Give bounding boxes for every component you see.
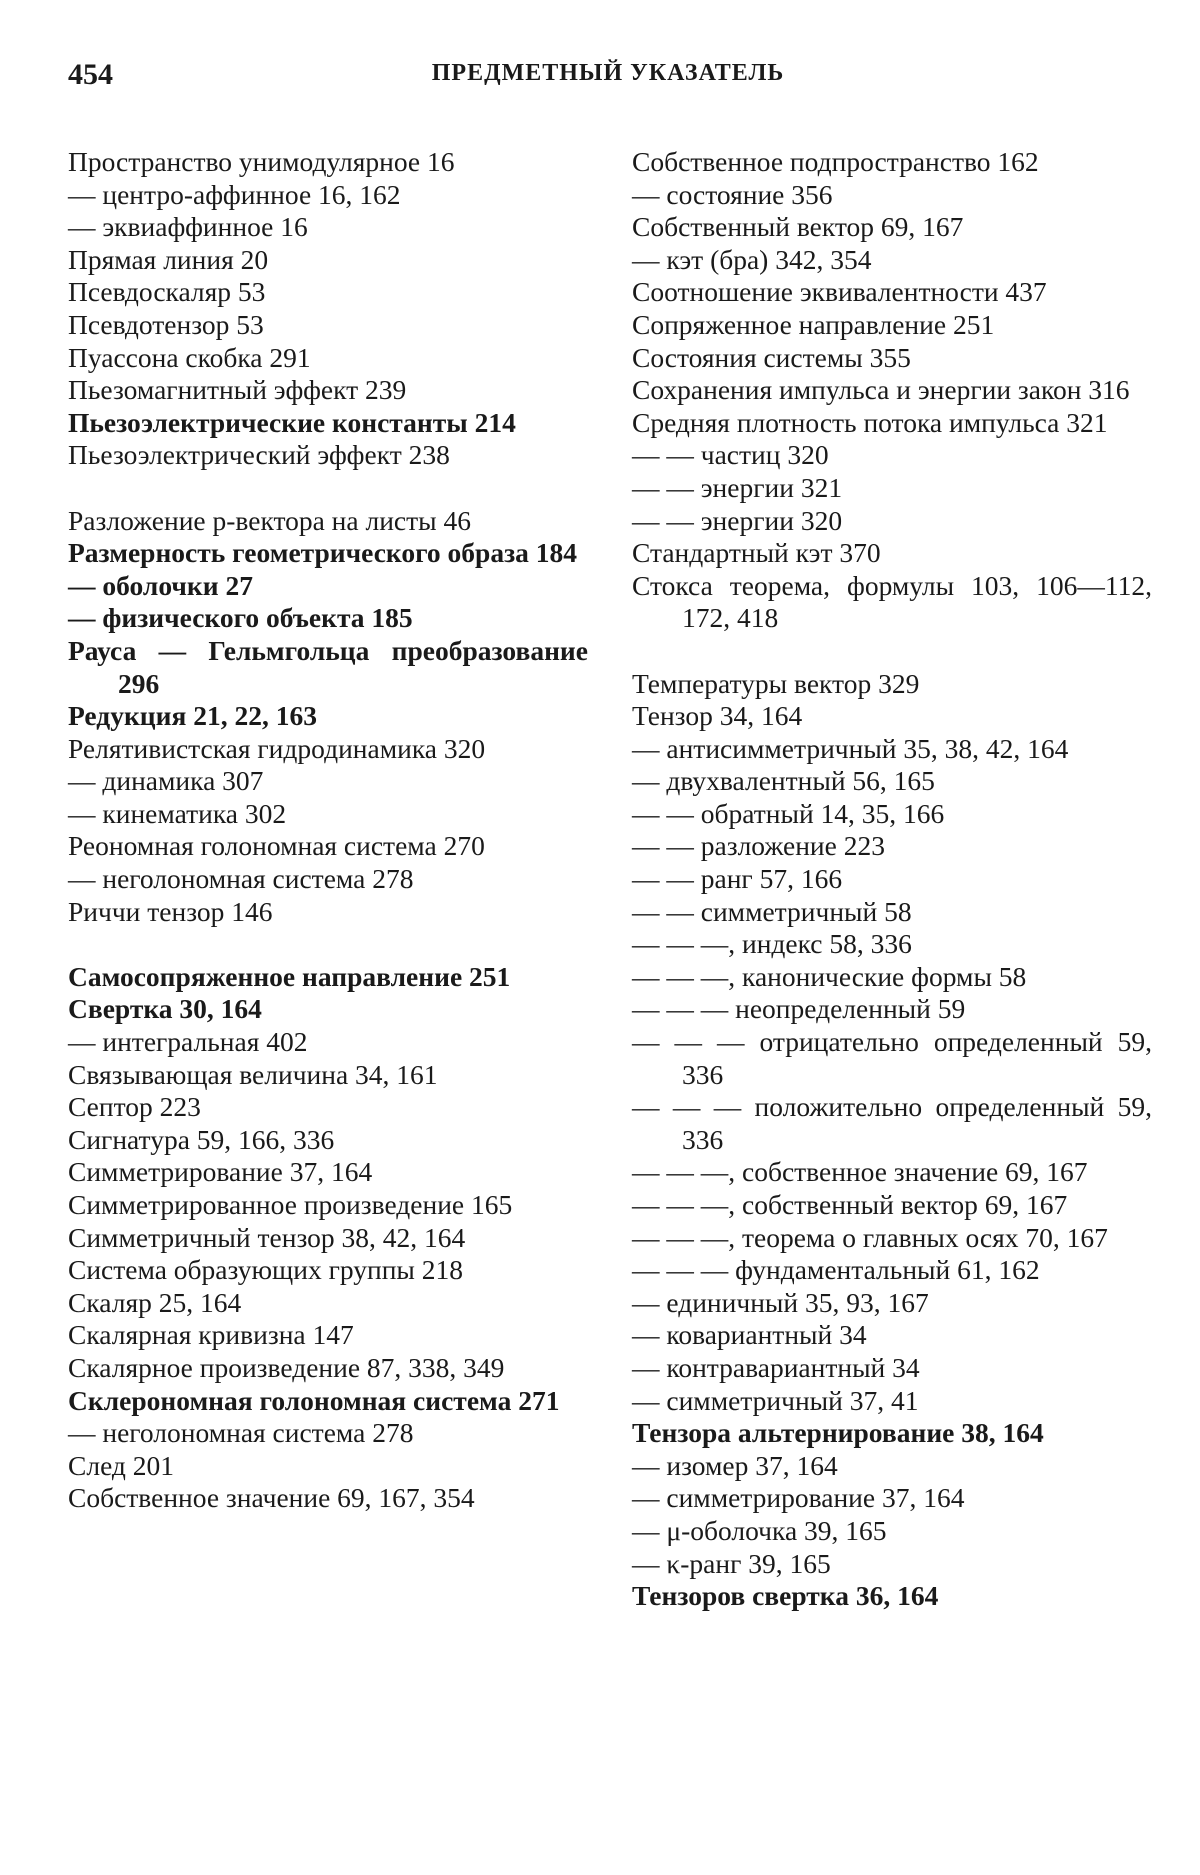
index-entry: — — обратный 14, 35, 166 bbox=[632, 797, 945, 829]
index-entry: — интегральная 402 bbox=[68, 1026, 308, 1058]
index-entry: — изомер 37, 164 bbox=[632, 1449, 838, 1481]
index-entry: — — — фундаментальный 61, 162 bbox=[632, 1254, 1040, 1286]
index-entry: Тензора альтернирование 38, 164 bbox=[632, 1417, 1044, 1449]
index-entry: — симметрирование 37, 164 bbox=[632, 1482, 965, 1514]
index-entry: Псевдоскаляр 53 bbox=[68, 276, 266, 308]
index-entry: Редукция 21, 22, 163 bbox=[68, 700, 317, 732]
index-entry: — — энергии 320 bbox=[632, 504, 843, 536]
index-entry: — — —, индекс 58, 336 bbox=[632, 928, 912, 960]
index-entry: Тензоров свертка 36, 164 bbox=[632, 1580, 939, 1612]
index-entry: — — разложение 223 bbox=[632, 830, 885, 862]
index-entry: — ковариантный 34 bbox=[632, 1319, 867, 1351]
index-entry: Скаляр 25, 164 bbox=[68, 1286, 242, 1318]
index-entry: Собственное значение 69, 167, 354 bbox=[68, 1482, 475, 1514]
index-entry: — неголономная система 278 bbox=[68, 863, 414, 895]
index-entry: Сигнатура 59, 166, 336 bbox=[68, 1123, 335, 1155]
index-entry: — двухвалентный 56, 165 bbox=[632, 765, 935, 797]
index-entry: Пространство унимодулярное 16 bbox=[68, 146, 455, 177]
index-entry: Собственное подпространство 162 bbox=[632, 146, 1039, 177]
index-entry: Рауса — Гельмгольца преобразование 296 bbox=[68, 634, 588, 699]
index-entry: — — —, теорема о главных осях 70, 167 bbox=[632, 1221, 1108, 1253]
index-entry: — — — отрицательно определенный 59, 336 bbox=[632, 1026, 1152, 1090]
index-entry: Стокса теорема, формулы 103, 106—112, 172, 418 bbox=[632, 569, 1152, 634]
index-entry: Симметрированное произведение 165 bbox=[68, 1189, 513, 1220]
index-entry: Риччи тензор 146 bbox=[68, 895, 273, 927]
index-entry: — кэт (бра) 342, 354 bbox=[632, 243, 872, 275]
page-header bbox=[68, 58, 1148, 98]
index-entry: Псевдотензор 53 bbox=[68, 308, 264, 340]
section-gap bbox=[632, 635, 1152, 668]
index-entry: Стандартный кэт 370 bbox=[632, 537, 881, 569]
index-entry: — единичный 35, 93, 167 bbox=[632, 1286, 929, 1318]
index-entry: Собственный вектор 69, 167 bbox=[632, 211, 964, 243]
index-entry: Сохранения импульса и энергии закон 316 bbox=[632, 374, 1130, 406]
index-entry: — симметричный 37, 41 bbox=[632, 1384, 919, 1416]
index-entry: — состояние 356 bbox=[632, 178, 833, 210]
index-entry: — антисимметричный 35, 38, 42, 164 bbox=[632, 732, 1069, 764]
index-entry: — контравариантный 34 bbox=[632, 1351, 920, 1383]
index-entry: — μ-оболочка 39, 165 bbox=[632, 1514, 887, 1546]
page-number: 454 bbox=[68, 58, 113, 91]
index-column-right bbox=[632, 146, 1152, 1613]
running-title: ПРЕДМЕТНЫЙ УКАЗАТЕЛЬ bbox=[431, 60, 785, 86]
index-entry: — — частиц 320 bbox=[632, 439, 829, 471]
index-entry: Температуры вектор 329 bbox=[632, 667, 920, 699]
index-entry: — — —, собственное значение 69, 167 bbox=[632, 1156, 1088, 1188]
index-entry: — κ-ранг 39, 165 bbox=[632, 1547, 831, 1579]
index-entry: Септор 223 bbox=[68, 1091, 201, 1123]
index-entry: — центро-аффинное 16, 162 bbox=[68, 178, 401, 210]
index-entry: Реономная голономная система 270 bbox=[68, 830, 485, 862]
index-entry: Система образующих группы 218 bbox=[68, 1254, 464, 1286]
index-entry: Скалярная кривизна 147 bbox=[68, 1319, 354, 1351]
index-entry: Разложение p-вектора на листы 46 bbox=[68, 504, 471, 536]
index-entry: Пьезоэлектрический эффект 238 bbox=[68, 439, 450, 471]
index-entry: — физического объекта 185 bbox=[68, 602, 413, 634]
index-entry: След 201 bbox=[68, 1449, 175, 1481]
index-entry: — кинематика 302 bbox=[68, 797, 287, 829]
index-entry: Симметрирование 37, 164 bbox=[68, 1156, 373, 1188]
index-entry: — — энергии 321 bbox=[632, 471, 843, 503]
index-entry: — — —, канонические формы 58 bbox=[632, 960, 1027, 992]
index-entry: — — ранг 57, 166 bbox=[632, 863, 843, 895]
index-entry: Скалярное произведение 87, 338, 349 bbox=[68, 1351, 505, 1383]
index-entry: — — — положительно определенный 59, 336 bbox=[632, 1091, 1152, 1155]
index-entry: Соотношение эквивалентности 437 bbox=[632, 276, 1047, 308]
index-column-left bbox=[68, 146, 588, 1515]
index-entry: Симметричный тензор 38, 42, 164 bbox=[68, 1221, 466, 1253]
index-entry: Самосопряженное направление 251 bbox=[68, 960, 511, 992]
section-gap bbox=[68, 472, 588, 505]
index-entry: Свертка 30, 164 bbox=[68, 993, 262, 1025]
index-entry: — динамика 307 bbox=[68, 765, 264, 797]
index-entry: Пьезоэлектрические константы 214 bbox=[68, 406, 516, 438]
index-entry: — — — неопределенный 59 bbox=[632, 993, 966, 1025]
index-entry: Состояния системы 355 bbox=[632, 341, 911, 373]
index-entry: — неголономная система 278 bbox=[68, 1417, 414, 1449]
index-entry: Прямая линия 20 bbox=[68, 243, 269, 275]
index-entry: — — —, собственный вектор 69, 167 bbox=[632, 1189, 1068, 1220]
index-entry: Тензор 34, 164 bbox=[632, 700, 803, 732]
index-entry: Релятивистская гидродинамика 320 bbox=[68, 732, 486, 764]
index-entry: Пьезомагнитный эффект 239 bbox=[68, 374, 407, 406]
index-entry: Склерономная голономная система 271 bbox=[68, 1384, 560, 1416]
index-entry: Сопряженное направление 251 bbox=[632, 308, 995, 340]
index-entry: Пуассона скобка 291 bbox=[68, 341, 311, 373]
index-entry: Связывающая величина 34, 161 bbox=[68, 1058, 438, 1090]
index-entry: — оболочки 27 bbox=[68, 569, 253, 601]
index-entry: Размерность геометрического образа 184 bbox=[68, 537, 578, 569]
index-entry: — — симметричный 58 bbox=[632, 895, 912, 927]
index-entry: Средняя плотность потока импульса 321 bbox=[632, 406, 1108, 438]
section-gap bbox=[68, 928, 588, 961]
index-entry: — эквиаффинное 16 bbox=[68, 211, 308, 243]
